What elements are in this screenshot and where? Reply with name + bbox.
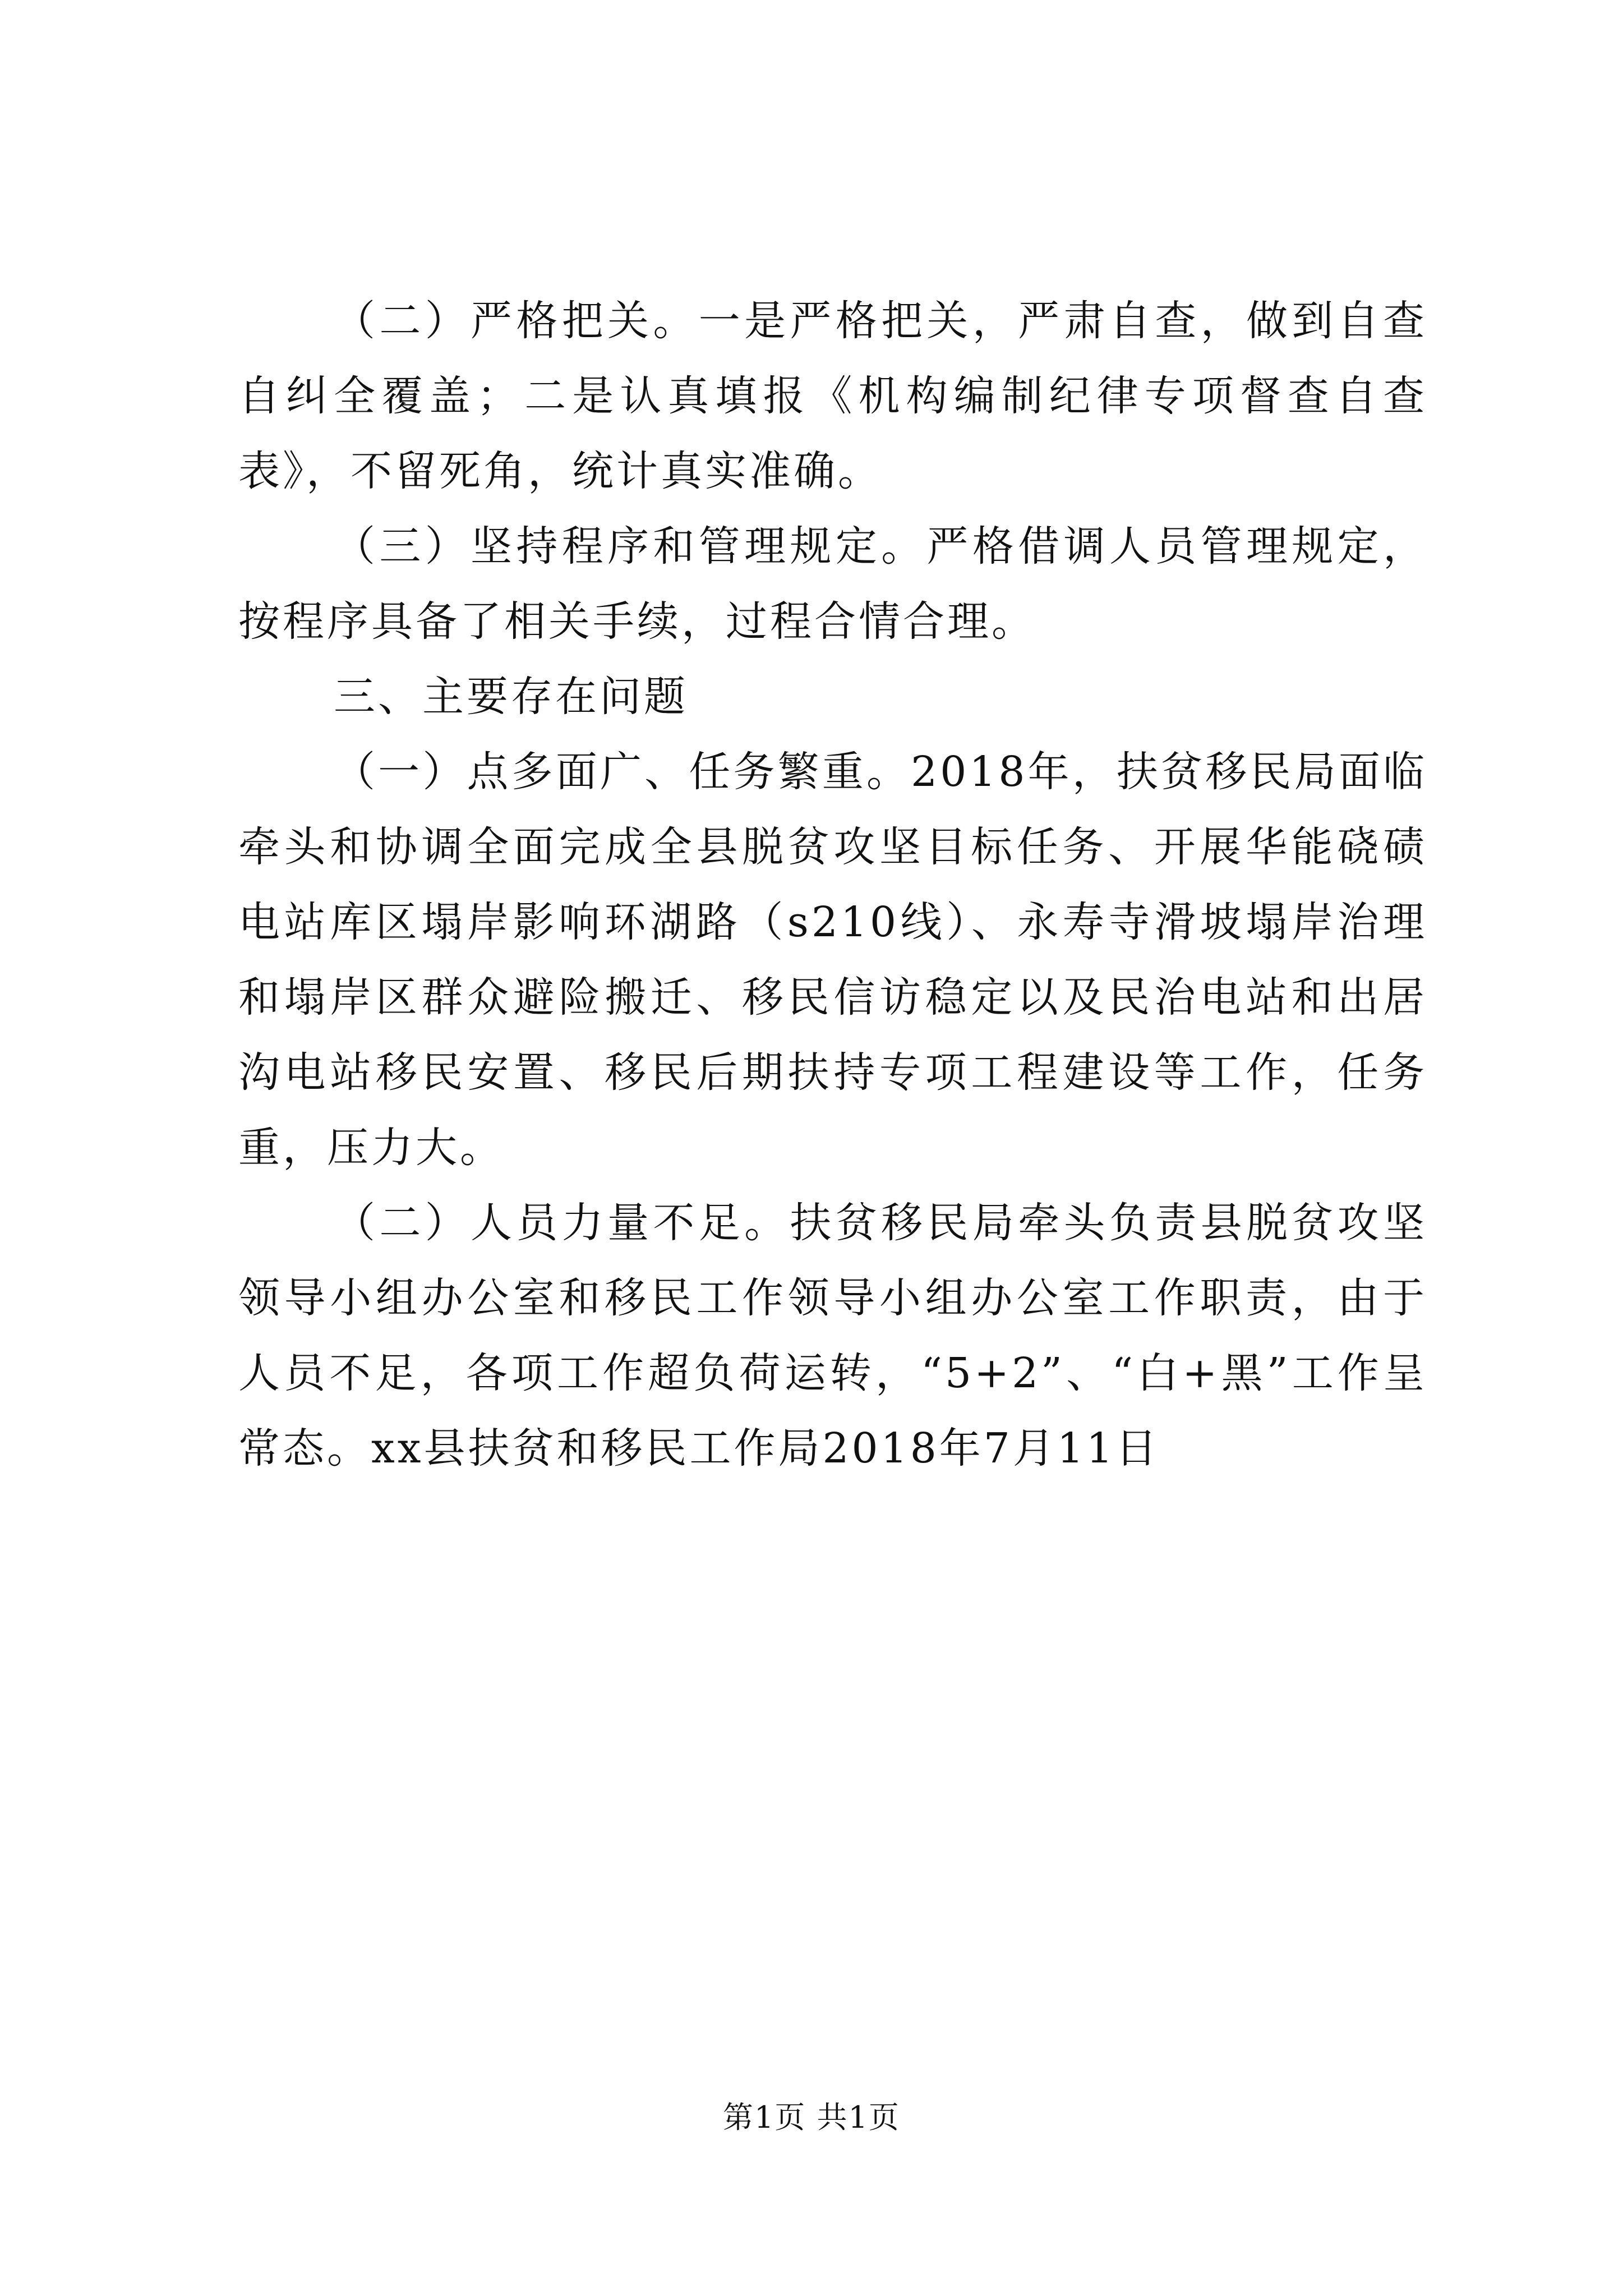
document-body	[238, 283, 1427, 1486]
paragraph-procedure-rules: （三）坚持程序和管理规定。严格借调人员管理规定，按程序具备了相关手续，过程合情合理。	[238, 522, 1427, 646]
section-heading-problems: 三、主要存在问题	[334, 673, 688, 721]
page-footer: 第1页 共1页	[723, 2100, 900, 2135]
paragraph-staff-shortage: （二）人员力量不足。扶贫移民局牵头负责县脱贫攻坚领导小组办公室和移民工作领导小组办公室工作职责，由于人员不足，各项工作超负荷运转，“5+2”、“白+黑”工作呈常态。xx县扶贫和移民工作局2018年7月11日	[238, 1199, 1427, 1473]
paragraph-heavy-tasks: （一）点多面广、任务繁重。2018年，扶贫移民局面临牵头和协调全面完成全县脱贫攻坚目标任务、开展华能硗碛电站库区塌岸影响环湖路（s210线）、永寿寺滑坡塌岸治理和塌岸区群众避险搬迁、移民信访稳定以及民治电站和出居沟电站移民安置、移民后期扶持专项工程建设等工作，任务重，压力大。	[238, 748, 1427, 1172]
paragraph-strict-check: （二）严格把关。一是严格把关，严肃自查，做到自查自纠全覆盖；二是认真填报《机构编制纪律专项督查自查表》，不留死角，统计真实准确。	[238, 297, 1427, 495]
